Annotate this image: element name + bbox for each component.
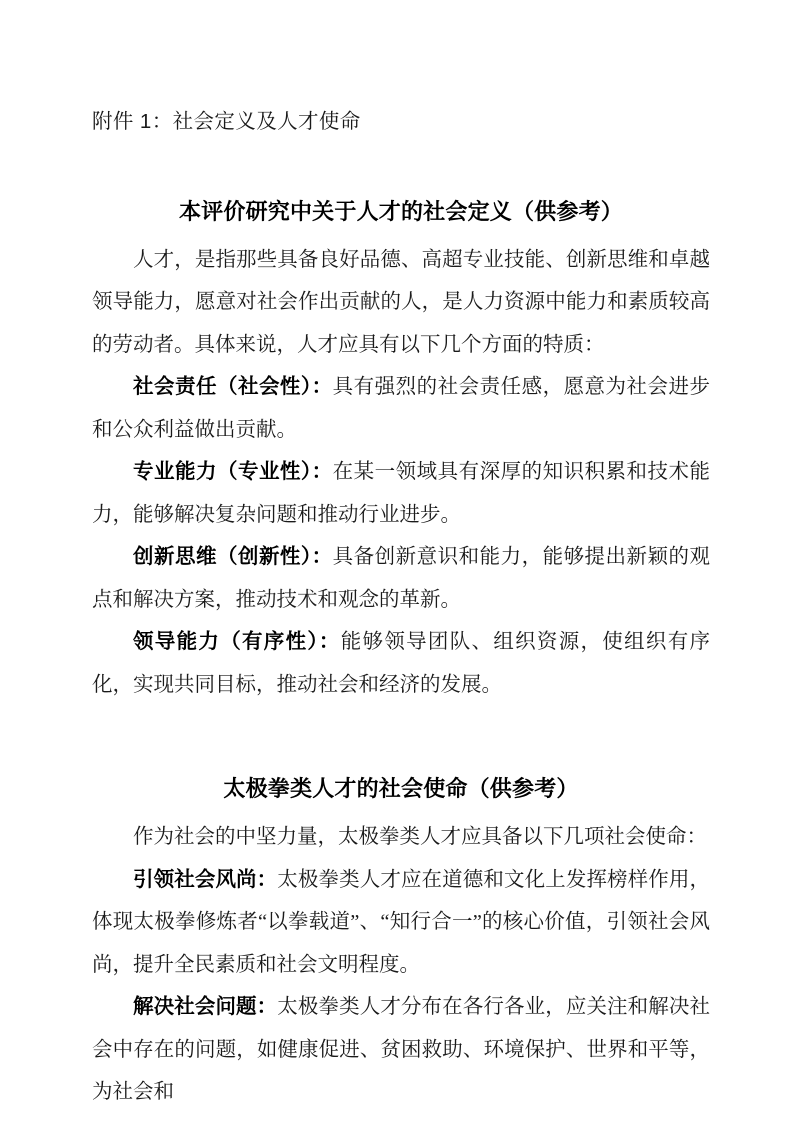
paragraph-mission-lead-social-trends	[92, 859, 710, 987]
trait-body-professional-ability: 在某一领域具有深厚的知识积累和技术能力，能够解决复杂问题和推动行业进步。	[92, 461, 711, 526]
paragraph-trait-innovative-thinking	[92, 536, 710, 621]
mission-lead-social-trends: 引领社会风尚：	[133, 868, 278, 891]
section-title-taiji-mission: 太极拳类人才的社会使命（供参考）	[223, 776, 579, 801]
paragraph-trait-social-responsibility	[92, 366, 710, 451]
section-body-taiji-mission	[92, 816, 710, 1114]
trait-body-innovative-thinking: 具备创新意识和能力，能够提出新颖的观点和解决方案，推动技术和观念的革新。	[92, 546, 711, 611]
trait-lead-social-responsibility: 社会责任（社会性）：	[133, 376, 333, 398]
trait-lead-leadership: 领导能力（有序性）：	[133, 631, 341, 653]
paragraph-trait-professional-ability	[92, 451, 710, 536]
document-content	[92, 0, 710, 1114]
document-header-label: 附件 1：社会定义及人才使命	[92, 110, 361, 133]
section-title-social-definition: 本评价研究中关于人才的社会定义（供参考）	[178, 198, 623, 224]
paragraph-intro-taiji-mission: 作为社会的中坚力量，太极拳类人才应具备以下几项社会使命：	[133, 826, 707, 848]
trait-body-social-responsibility: 具有强烈的社会责任感，愿意为社会进步和公众利益做出贡献。	[92, 376, 711, 441]
mission-lead-solve-social-problems: 解决社会问题：	[133, 996, 278, 1018]
paragraph-trait-leadership	[92, 621, 710, 706]
section-body-social-definition	[92, 239, 710, 707]
trait-body-leadership: 能够领导团队、组织资源，使组织有序化，实现共同目标，推动社会和经济的发展。	[92, 631, 711, 696]
mission-body-social-trends: 太极拳类人才应在道德和文化上发挥榜样作用，体现太极拳修炼者“以拳载道”、“知行合一”的核心价值，引领社会风尚，提升全民素质和社会文明程度。	[92, 868, 711, 976]
paragraph-intro-social-definition: 人才，是指那些具备良好品德、高超专业技能、创新思维和卓越领导能力，愿意对社会作出贡献的人，是人力资源中能力和素质较高的劳动者。具体来说，人才应具有以下几个方面的特质：	[92, 248, 710, 356]
trait-lead-innovative-thinking: 创新思维（创新性）：	[133, 546, 333, 568]
mission-body-solve-social-problems: 太极拳类人才分布在各行各业，应关注和解决社会中存在的问题，如健康促进、贫困救助、环境保护、世界和平等，为社会和	[92, 996, 711, 1103]
paragraph-mission-solve-social-problems	[92, 986, 710, 1114]
trait-lead-professional-ability: 专业能力（专业性）：	[133, 461, 333, 483]
